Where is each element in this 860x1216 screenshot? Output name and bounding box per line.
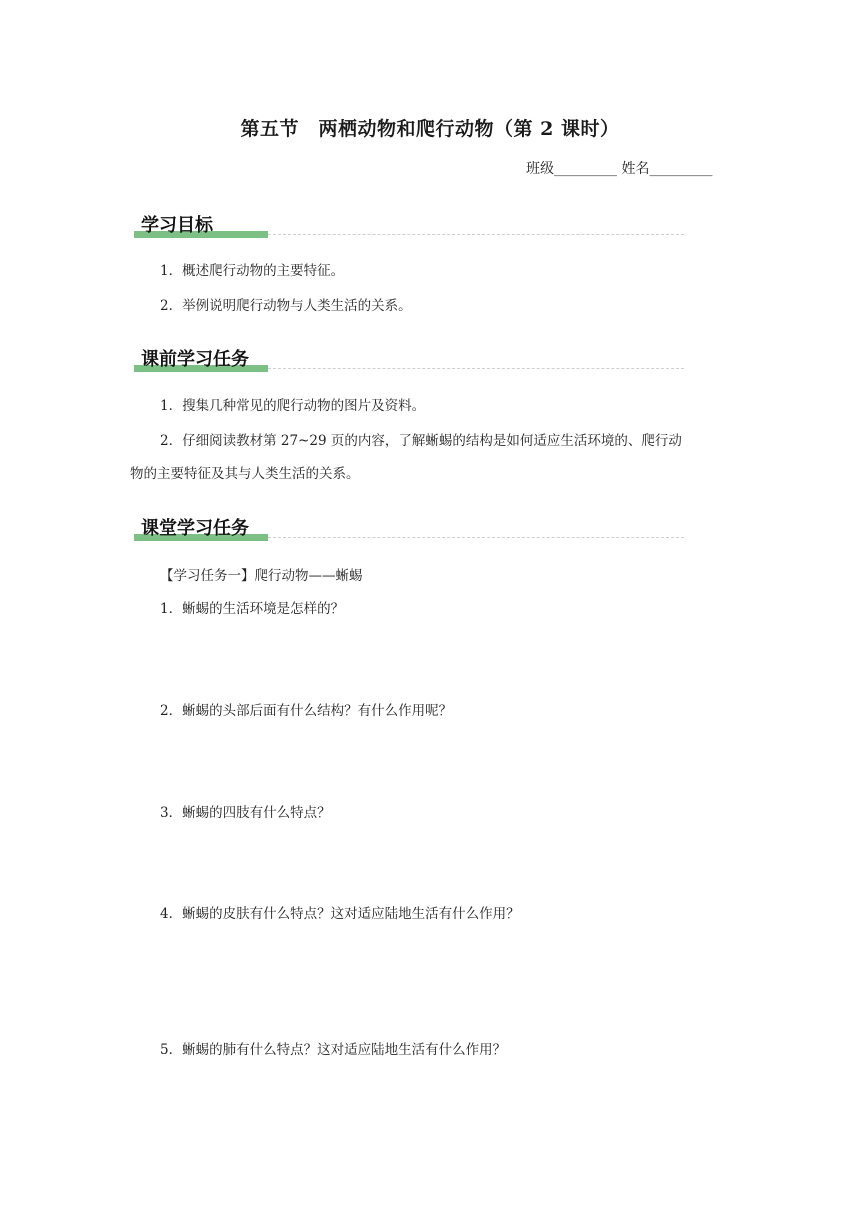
section-divider xyxy=(268,368,684,369)
question-1: 1．蜥蜴的生活环境是怎样的？ xyxy=(160,601,345,617)
question-2: 2．蜥蜴的头部后面有什么结构？有什么作用呢？ xyxy=(160,703,453,719)
pre-item-2-line-1: 2．仔细阅读教材第 27~29 页的内容，了解蜥蜴的结构是如何适应生活环境的、爬行动 xyxy=(160,433,682,449)
question-3: 3．蜥蜴的四肢有什么特点？ xyxy=(160,805,331,821)
section-divider xyxy=(268,537,684,538)
section-pre-title: 课前学习任务 xyxy=(141,349,249,370)
section-class-title: 课堂学习任务 xyxy=(141,518,249,539)
task-heading: 【学习任务一】爬行动物——蜥蜴 xyxy=(160,568,363,584)
section-goals-title: 学习目标 xyxy=(141,215,213,236)
goal-item-1: 1．概述爬行动物的主要特征。 xyxy=(160,263,345,279)
goal-item-2: 2．举例说明爬行动物与人类生活的关系。 xyxy=(160,298,412,314)
section-goals-header xyxy=(134,212,684,238)
pre-item-1: 1．搜集几种常见的爬行动物的图片及资料。 xyxy=(160,398,426,414)
class-name-fields[interactable]: 班级_________ 姓名_________ xyxy=(526,161,713,177)
section-divider xyxy=(268,234,684,235)
section-pre-header xyxy=(134,346,684,372)
pre-item-2-line-2: 物的主要特征及其与人类生活的关系。 xyxy=(130,466,360,482)
section-class-header xyxy=(134,515,684,541)
page-title: 第五节 两栖动物和爬行动物（第 2 课时） xyxy=(240,118,620,140)
question-5: 5．蜥蜴的肺有什么特点？这对适应陆地生活有什么作用？ xyxy=(160,1042,507,1058)
question-4: 4．蜥蜴的皮肤有什么特点？这对适应陆地生活有什么作用？ xyxy=(160,906,520,922)
